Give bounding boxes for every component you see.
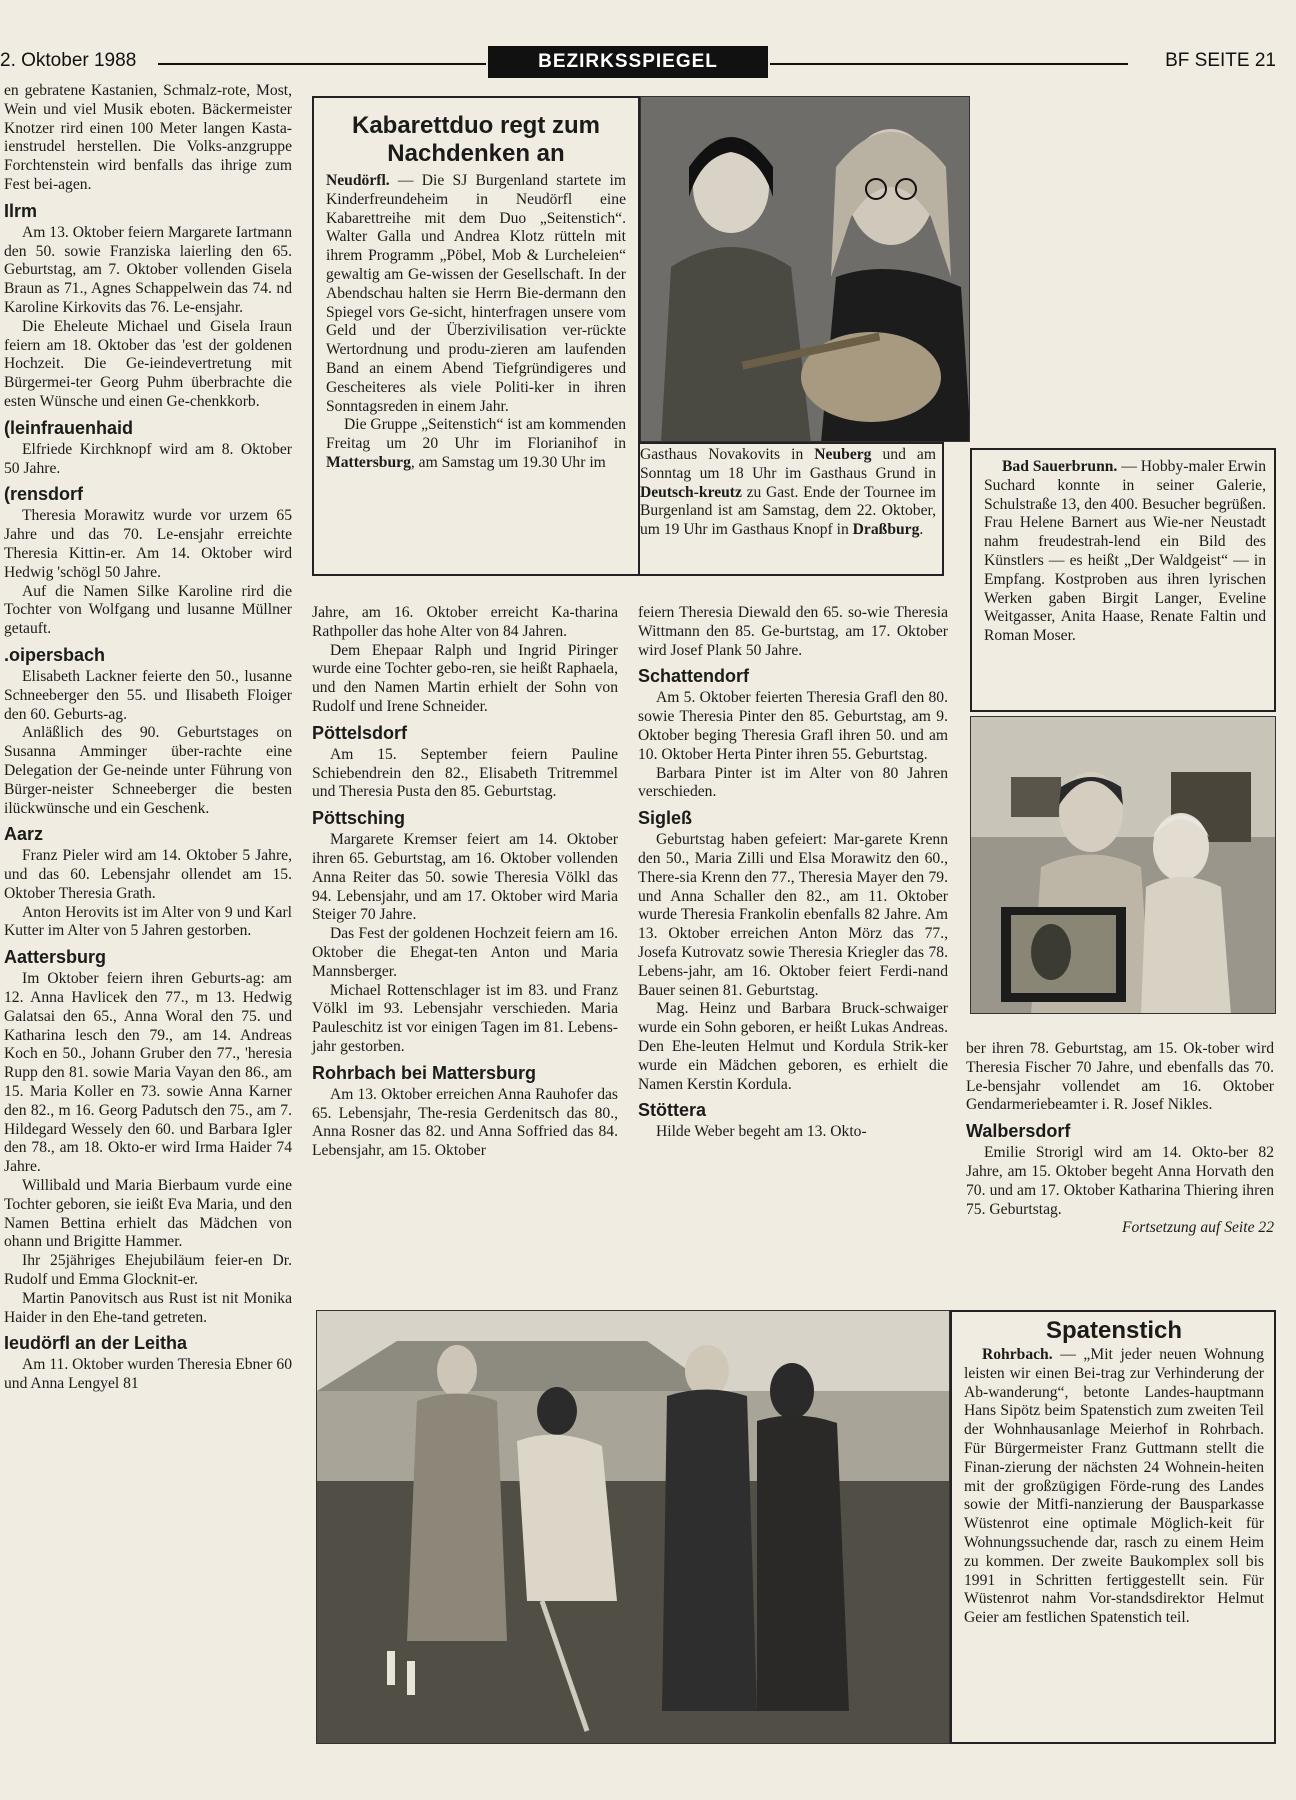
kabarett-duo-image [641,97,970,442]
kabarett-cont-3: zu Gast. Ende der Tournee im Burgenland ist am Samstag, dem 22. Oktober, um 19 Uhr im Gasthaus Knopf in [640,483,936,539]
spatenstich-dateline: Rohrbach. [982,1346,1053,1363]
column-5 [966,1040,1274,1238]
column-4 [638,604,948,1142]
section-heading: Rohrbach bei Mattersburg [312,1062,537,1083]
kabarett-body [326,172,626,473]
section-paragraph: Mag. Heinz und Barbara Bruck-schwaiger wurde ein Sohn geboren, er heißt Lukas Andreas. Den Ehe-leuten Helmut und Kordula Strik-ker wurde ein Mädchen geboren, es erhielt die Namen Kerstin Kordula. [638,1000,948,1093]
kabarett-article-box [312,96,640,576]
section-paragraph: Elfriede Kirchknopf wird am 8. Oktober 50 Jahre. [4,440,292,477]
column-3 [312,604,618,1161]
section-paragraph: Das Fest der goldenen Hochzeit feiern am 16. Oktober die Ehegat-ten Anton und Maria Mannsberger. [312,925,618,980]
section-paragraph: Am 15. September feiern Pauline Schiebendrein den 82., Elisabeth Tritremmel und Theresia Pusta den 85. Geburtstag. [312,745,618,801]
col4-intro: feiern Theresia Diewald den 65. so-wie Theresia Wittmann den 85. Ge-burtstag, am 17. Oktober wird Josef Plank 50 Jahre. [638,604,948,659]
kabarett-continuation [640,442,944,576]
kabarett-text-3: , am Samstag um 19.30 Uhr im [410,453,606,471]
kabarett-text-1: — Die SJ Burgenland startete im Kinderfreundeheim in Neudörfl eine Kabarettreihe mit dem Duo „Seitenstich“. Walter Galla und Andrea Klotz rütteln mit ihrem Programm „Pöbel, Mob & Lurcheleien“ gewaltig am Ge-wissen der Gesellschaft. In der Abendschau halten sie Herrn Bie-dermann den Spiegel vors Ge-sicht, hinterfragen unsere vom Geld und der Überzivilisation ver-rückte Wertordnung und produ-zieren am laufenden Band an einem Abend Tiefgründigeres und Gescheiteres als viele Politi-ker in ihren Sonntagsreden in einem Jahr. [326,172,626,415]
kabarett-dateline: Neudörfl. [326,172,390,189]
section-paragraph: Barbara Pinter ist im Alter von 80 Jahren verschieden. [638,764,948,801]
spatenstich-text: — „Mit jeder neuen Wohnung leisten wir einen Bei-trag zur Verhinderung der Ab-wanderung“, betonte Landes-hauptmann Hans Sipötz beim Spatenstich zum zweiten Teil der Wohnhausanlage Meierhof in Rohrbach. Für Bürgermeister Franz Guttmann stellt die Finan-zierung der nächsten 24 Wohnein-heiten mit der großzügigen Förde-rung des Landes sowie der Mitfi-nanzierung der Bausparkasse Wüstenrot eine optimale Möglich-keit für Wohnungssuchende dar, rasch zu einem Heim zu kommen. Der zweite Baukomplex soll bis 1991 in Schritten fertiggestellt sein. Für Wüstenrot nahm Vor-standsdirektor Helmut Geier am festlichen Spatenstich teil. [964,1346,1264,1627]
col1-intro: en gebratene Kastanien, Schmalz-rote, Most, Wein und viel Musik eboten. Bäckermeister Knotzer rird einen 100 Meter langen Kasta-ienstrudel herstellen. Die Volks-anzgruppe Forchtenstein wird benfalls das ihrige zum Fest bei-agen. [4,82,292,193]
kabarett-photo [640,96,970,442]
col3-intro-2: Dem Ehepaar Ralph und Ingrid Piringer wurde eine Tochter gebo-ren, sie heißt Raphaela, und den Namen Martin erhielt der Sohn von Rudolf und Irene Schneider. [312,641,618,715]
kabarett-headline: Kabarettduo regt zum Nachdenken an [351,112,600,167]
kabarett-text-2: Die Gruppe „Seitenstich“ ist am kommenden Freitag um 20 Uhr im Florianihof in [326,416,626,453]
section-heading: Aattersburg [4,947,107,968]
painter-with-painting-image [971,717,1276,1014]
kabarett-cont-4: . [919,521,924,539]
sauerbrunn-photo [970,716,1276,1014]
section-paragraph: Hilde Weber begeht am 13. Okto- [656,1123,867,1141]
col5-intro: ber ihren 78. Geburtstag, am 15. Ok-tober wird Theresia Fischer 70 Jahre, und ebenfalls das 70. Le-bensjahr vollendet am 16. Oktober Gendarmeriebeamter i. R. Josef Nikles. [966,1040,1274,1114]
section-paragraph: Ihr 25jähriges Ehejubiläum feier-en Dr. Rudolf und Emma Glocknit-er. [4,1252,292,1289]
section-heading: (rensdorf [4,484,84,505]
section-heading: Ilrm [4,200,38,221]
sauerbrunn-text [972,450,1274,646]
section-heading: (leinfrauenhaid [4,417,134,438]
kabarett-cont-1: Gasthaus Novakovits in [640,446,815,463]
section-heading: Pöttelsdorf [312,722,408,743]
groundbreaking-image [317,1311,950,1744]
section-heading: Stöttera [638,1100,707,1121]
kabarett-continuation-text [640,444,942,540]
section-paragraph: Anton Herovits ist im Alter von 9 und Karl Kutter im Alter von 5 Jahren gestorben. [4,903,292,940]
page-number: BF SEITE 21 [1165,50,1276,71]
section-paragraph: Auf die Namen Silke Karoline rird die Tochter von Wolfgang und lusanne Müllner getauft. [4,582,292,638]
section-paragraph: Im Oktober feiern ihren Geburts-ag: am 12. Anna Havlicek den 77., m 13. Hedwig Galatsai den 65., Anna Woral den 75. und Katharina lesch den 79., am 14. Andreas Koch en 50., Johann Gruber den 77., 'heresia Rupp den 81. sowie Maria Vayan den 86., am 15. Maria Koller en 73. sowie Anna Karner den 82., m 16. Georg Padutsch den 75., am 7. Hildegard Wessely den 60. und Barbara Igler den 78., am 18. Okto-er wird Irma Haider 74 Jahre. [4,970,292,1176]
column-1 [4,82,292,1394]
col3-intro: Jahre, am 16. Oktober erreicht Ka-tharina Rathpoller das hohe Alter von 84 Jahren. [312,604,618,640]
kabarett-place-drassburg: Draßburg [852,521,920,539]
section-heading: Pöttsching [312,808,405,829]
col5-heading: Walbersdorf [966,1121,1071,1142]
section-paragraph: Franz Pieler wird am 14. Oktober 5 Jahre, und das 60. Lebensjahr ollendet am 15. Oktober Theresia Grath. [4,847,292,902]
spatenstich-photo [316,1310,950,1744]
section-paragraph: Elisabeth Lackner feierte den 50., lusanne Schneeberger den 55. und Ilisabeth Floiger den 60. Geburts-ag. [4,667,292,723]
section-paragraph: Am 13. Oktober erreichen Anna Rauhofer das 65. Lebensjahr, The-resia Gerdenitsch das 80., Anna Rosner das 82. und Anna Soffried das 84. Lebensjahr, am 15. Oktober [312,1085,618,1160]
kabarett-place-deutschkreutz: Deutsch-kreutz [640,483,742,501]
section-heading: Ieudörfl an der Leitha [4,1333,188,1354]
section-paragraph: Am 13. Oktober feiern Margarete Iartmann den 50. sowie Franziska laierling den 65. Geburtstag, am 7. Oktober vollenden Gisela Braun as 71., Agnes Schappelwein das 74. nd Karoline Kirkovits das 76. Le-ensjahr. [4,223,292,316]
section-paragraph: Geburtstag haben gefeiert: Mar-garete Krenn den 50., Maria Zilli und Elsa Morawitz den 60., There-sia Krenn den 77., Theresia Mayer den 79. und Anna Schaller den 82., am 11. Oktober wurde Theresia Frankolin ebenfalls 82 Jahre. Am 13. Oktober erreichen Anton Mörz das 77., Josefa Kutrovatz sowie Theresia Kriegler das 78. Lebens-jahr, am 16. Oktober feiert Ferdi-nand Bauer seinen 81. Geburtstag. [638,831,948,999]
spatenstich-body [964,1346,1264,1628]
sauerbrunn-body: — Hobby-maler Erwin Suchard konnte in seiner Galerie, Schulstraße 13, den 400. Besucher begrüßen. Frau Helene Barnert aus Wie-ner Neustadt nahm freudestrah-lend ein Bild des Künstlers — es heißt „Der Waldgeist“ — in Empfang. Kostproben aus ihren lyrischen Werken gaben Birgit Langer, Eveline Weitgasser, Anita Haase, Renate Faltin und Roman Moser. [984,458,1266,645]
section-paragraph: Michael Rottenschlager ist im 83. und Franz Völkl im 93. Lebensjahr verschieden. Maria Pauleschitz ist vor einigen Tagen im 81. Lebens-jahr gestorben. [312,981,618,1055]
section-paragraph: Theresia Morawitz wurde vor urzem 65 Jahre und das 70. Le-ensjahr erreichte Theresia Kittin-er. Am 14. Oktober wird Hedwig 'schögl 50 Jahre. [4,507,292,581]
section-paragraph: Die Eheleute Michael und Gisela Iraun feiern am 18. Oktober das 'est der goldenen Hochzeit. Die Ge-ieindevertretung mit Bürgermei-ter Georg Puhm überbrachte die esten Wünsche und einen Ge-chenkkorb. [4,317,292,410]
section-paragraph: Margarete Kremser feiert am 14. Oktober ihren 65. Geburtstag, am 16. Oktober vollenden Anna Reiter das 50. sowie Theresia Völkl das 94. Lebensjahr, und am 17. Oktober wird Maria Steiger 70 Jahre. [312,831,618,924]
kabarett-cont-2: und am Sonntag um 18 Uhr im Gasthaus Grund in [640,446,936,482]
section-title: BEZIRKSSPIEGEL [488,46,768,78]
header-rule-right [770,63,1128,65]
sauerbrunn-dateline: Bad Sauerbrunn. [1002,458,1118,475]
spatenstich-article-box [950,1310,1276,1744]
section-paragraph: Am 11. Oktober wurden Theresia Ebner 60 und Anna Lengyel 81 [4,1356,292,1393]
col5-para: Emilie Strorigl wird am 14. Okto-ber 82 Jahre, am 15. Oktober begeht Anna Horvath den 70. und am 17. Oktober Katharina Thiering ihren 75. Geburtstag. [966,1144,1274,1218]
sauerbrunn-article-box [970,448,1276,712]
section-paragraph: Willibald und Maria Bierbaum vurde eine Tochter geboren, sie ieißt Eva Maria, und den Namen Bettina erhielt das Mädchen von ohann und Brigitte Hammer. [4,1177,292,1251]
header-rule-left [158,63,486,65]
section-paragraph: Martin Panovitsch aus Rust ist nit Monika Haider in den Ehe-tand getreten. [4,1289,292,1326]
section-heading: .oipersbach [4,644,106,665]
continuation-note: Fortsetzung auf Seite 22 [1121,1219,1274,1237]
section-heading: Aarz [4,824,44,845]
kabarett-place-neuberg: Neuberg [814,446,872,463]
section-paragraph: Anläßlich des 90. Geburtstages on Susanna Amminger über-rachte eine Delegation der Ge-neinde unter Führung von Bürger-neister Schneeberger die besten ilückwünsche und ein Geschenk. [4,724,292,817]
kabarett-place-mattersburg: Mattersburg [326,453,411,471]
section-paragraph: Am 5. Oktober feierten Theresia Grafl den 80. sowie Theresia Pinter den 85. Geburtstag, am 9. Oktober beging Theresia Grafl ihren 50. und am 10. Oktober Herta Pinter ihren 55. Geburtstag. [638,689,948,763]
section-heading: Schattendorf [638,666,750,687]
issue-date: 2. Oktober 1988 [0,50,137,71]
section-heading: Sigleß [638,808,693,829]
spatenstich-headline: Spatenstich [1045,1317,1183,1344]
